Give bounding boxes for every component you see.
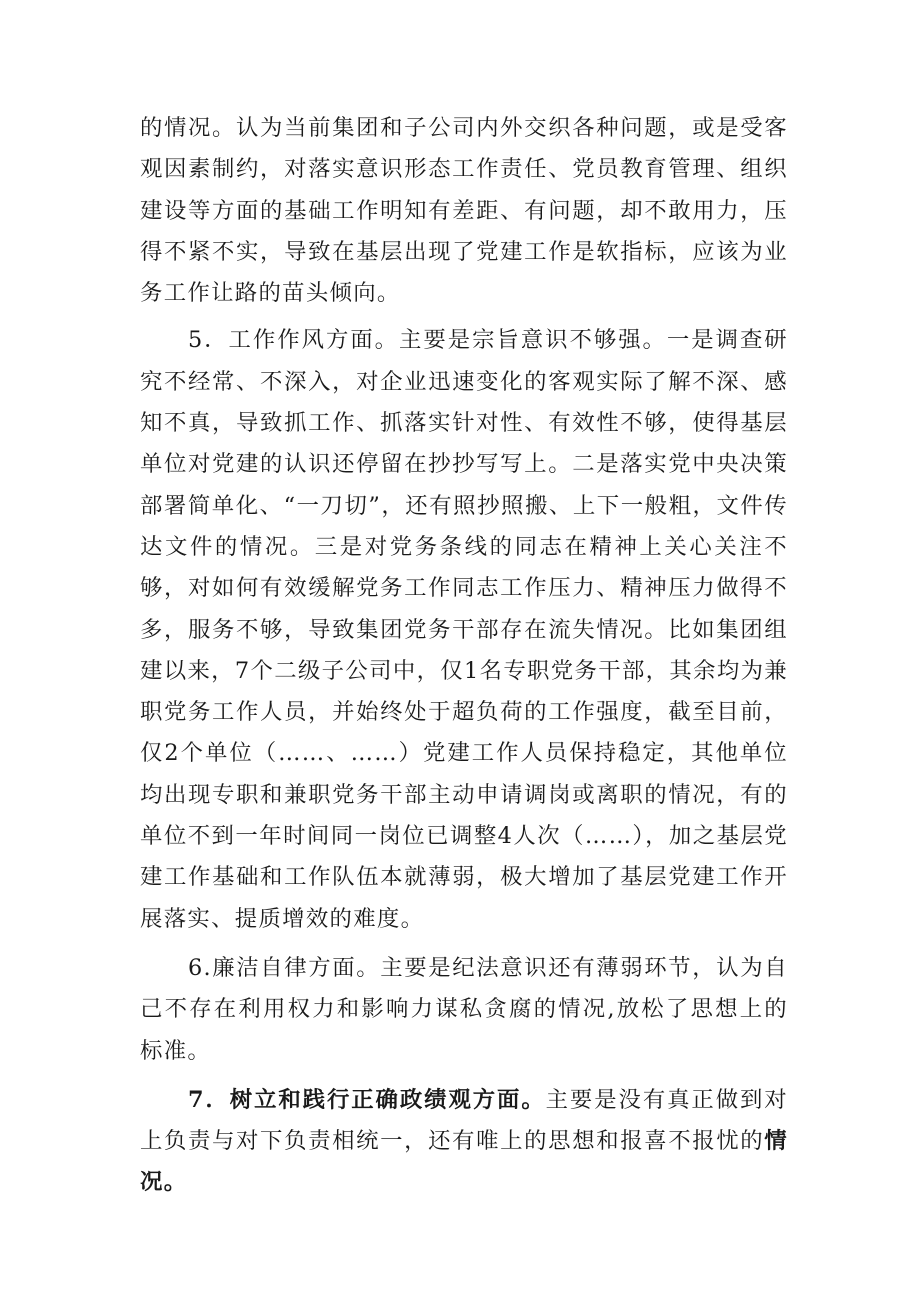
document-page — [140, 108, 788, 1204]
performance-view-body: 主要是没有真正做到对上负责与对下负责相统一，还有唯上的思想和报喜不报忧的 — [140, 1086, 788, 1155]
paragraph-continuation: 的情况。认为当前集团和子公司内外交织各种问题，或是受客观因素制约，对落实意识形态工作责任、党员教育管理、组织建设等方面的基础工作明知有差距、有问题，却不敢用力，压得不紧不实，导致在基层出现了党建工作是软指标，应该为业务工作让路的苗头倾向。 — [140, 115, 788, 307]
paragraph-integrity: 6.廉洁自律方面。主要是纪法意识还有薄弱环节，认为自己不存在利用权力和影响力谋私贪腐的情况,放松了思想上的标准。 — [140, 954, 788, 1064]
performance-view-tail: 情况。 — [140, 1128, 788, 1196]
paragraph-work-style: 5．工作作风方面。主要是宗旨意识不够强。一是调查研究不经常、不深入，对企业迅速变化的客观实际了解不深、感知不真，导致抓工作、抓落实针对性、有效性不够，使得基层单位对党建的认识还停留在抄抄写写上。二是落实党中央决策部署简单化、“一刀切”，还有照抄照搬、上下一般粗，文件传达文件的情况。三是对党务条线的同志在精神上关心关注不够，对如何有效缓解党务工作同志工作压力、精神压力做得不多，服务不够，导致集团党务干部存在流失情况。比如集团组建以来，7个二级子公司中，仅1名专职党务干部，其余均为兼职党务工作人员，并始终处于超负荷的工作强度，截至目前，仅2个单位（……、……）党建工作人员保持稳定，其他单位均出现专职和兼职党务干部主动申请调岗或离职的情况，有的单位不到一年时间同一岗位已调整4人次（……），加之基层党建工作基础和工作队伍本就薄弱，极大增加了基层党建工作开展落实、提质增效的难度。 — [140, 327, 788, 932]
performance-view-heading: 7．树立和践行正确政绩观方面。 — [188, 1086, 546, 1113]
paragraph-performance-view — [140, 1080, 788, 1204]
